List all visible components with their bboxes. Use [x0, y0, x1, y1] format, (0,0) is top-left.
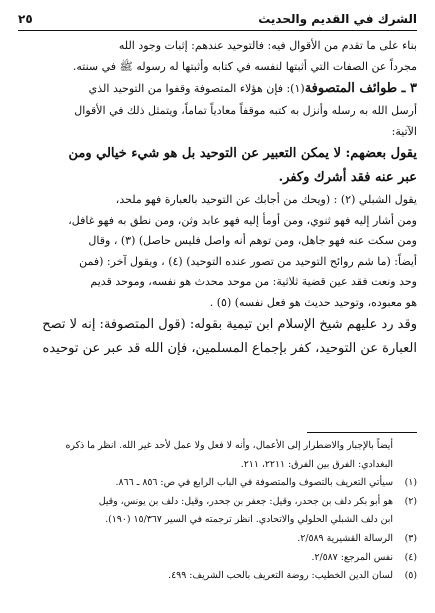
- footnote-text: الرسالة القشيرية ٢/٥٨٩.: [297, 532, 393, 544]
- footnote-text: لسان الدين الخطيب: روضة التعريف بالحب الشريف: ٤٩٩.: [168, 570, 393, 582]
- footnote-4: [20, 549, 417, 568]
- paragraph-2-line-1: [20, 77, 417, 101]
- footnote-continued-line-1: [20, 437, 417, 456]
- footnote-ref-1: (١): [290, 82, 305, 95]
- footnote-text: نفس المرجع: ٢/٥٨٧.: [311, 551, 393, 563]
- footnote-number: (٤): [404, 551, 417, 563]
- paragraph-5-line-2: العبارة عن التوحيد، كفر بإجماع المسلمين، فإن الله قد عبر عن توحيده: [42, 341, 417, 356]
- footnote-text: أيضاً بالإجبار والاضطرار إلى الأعمال، وأنه لا فعل ولا عمل لأحد غير الله. انظر ما ذكره: [65, 440, 393, 451]
- paragraph-2-text: : فإن هؤلاء المتصوفة وقفوا من التوحيد الذي: [88, 82, 291, 95]
- page-number: ٢٥: [18, 12, 33, 26]
- paragraph-4-line-2: ومن أشار إليه فهو ثنوي، ومن أومأ إليه فهو عابد وثن، ومن نطق به فهو غافل،: [68, 213, 417, 227]
- footnote-1: [20, 474, 417, 493]
- quote-line-2: عبر عنه فقد أشرك وكفر.: [278, 170, 417, 185]
- footnote-separator: [307, 432, 417, 433]
- footnote-continued-line-2: [20, 456, 417, 475]
- header-title: الشرك في القديم والحديث: [258, 12, 417, 26]
- main-text: [20, 36, 417, 361]
- quote-line-1: يقول بعضهم: لا يمكن التعبير عن التوحيد بل هو شيء خيالي ومن: [68, 146, 417, 161]
- footnotes: [20, 437, 417, 586]
- paragraph-5-line-1: وقد رد عليهم شيخ الإسلام ابن تيمية بقوله: (قول المتصوفة: إنه لا تصح: [42, 317, 417, 332]
- paragraph-4-line-5: وحد ونعت فقد عين قضية ثلاثية: من موحد محدث هو نفسه، وموحد قديم: [90, 275, 417, 288]
- footnote-number: (٣): [404, 532, 417, 544]
- footnote-number: (١): [404, 477, 417, 489]
- paragraph-4-line-3: ومن سكت عنه فهو جاهل، ومن توهم أنه واصل فليس حاصل) (٣) ، وقال: [88, 234, 417, 247]
- footnote-2: [20, 493, 417, 512]
- paragraph-1-line-1: بناء على ما تقدم من الأقوال فيه: فالتوحيد عندهم: إثبات وجود الله: [118, 39, 417, 52]
- paragraph-1-line-2: مجرداً عن الصفات التي أثبتها لنفسه في كتابه وأثبتها له رسوله ﷺ في سنته.: [72, 59, 417, 73]
- paragraph-4-line-4: أيضاً: (ما شم روائح التوحيد من تصور عنده التوحيد) (٤) ، ويقول آخر: (فمن: [79, 254, 417, 268]
- footnote-5: [20, 567, 417, 586]
- paragraph-4-line-6: هو معبوده، وتوحيد حديث هو فعل نفسه) (٥) .: [209, 295, 417, 309]
- footnote-text: البغدادي: الفرق بين الفرق: ٢٢١١، ٢١١.: [240, 458, 393, 470]
- paragraph-4-line-1: يقول الشبلي (٢) : (ويحك من أجابك عن التوحيد بالعبارة فهو ملحد،: [115, 193, 417, 206]
- paragraph-2-line-3: الآتية:: [391, 124, 417, 138]
- paragraph-2-line-2: أرسل الله به رسله وأنزل به كتبه موقفاً معادياً تماماً، ويتمثل ذلك في الأقوال: [74, 104, 417, 117]
- footnote-2-continued: [20, 511, 417, 530]
- section-heading: ٣ ـ طوائف المتصوفة: [304, 81, 417, 96]
- footnote-text: هو أبو بكر دلف بن جحدر، وقيل: جعفر بن جحدر، وقيل: دلف بن يونس، وقيل: [98, 495, 393, 507]
- footnote-number: (٥): [404, 570, 417, 582]
- footnote-text: سيأتي التعريف بالتصوف والمتصوفة في الباب الرابع في ص: ٨٥٦ ـ ٨٦٦.: [115, 477, 393, 489]
- running-header: [18, 8, 417, 31]
- footnote-number: (٢): [404, 495, 417, 507]
- footnote-3: [20, 530, 417, 549]
- footnote-text: ابن دلف الشبلي الحلولي والاتحادي. انظر ترجمته في السير ١٥/٣٦٧ (١٩٠).: [105, 514, 393, 526]
